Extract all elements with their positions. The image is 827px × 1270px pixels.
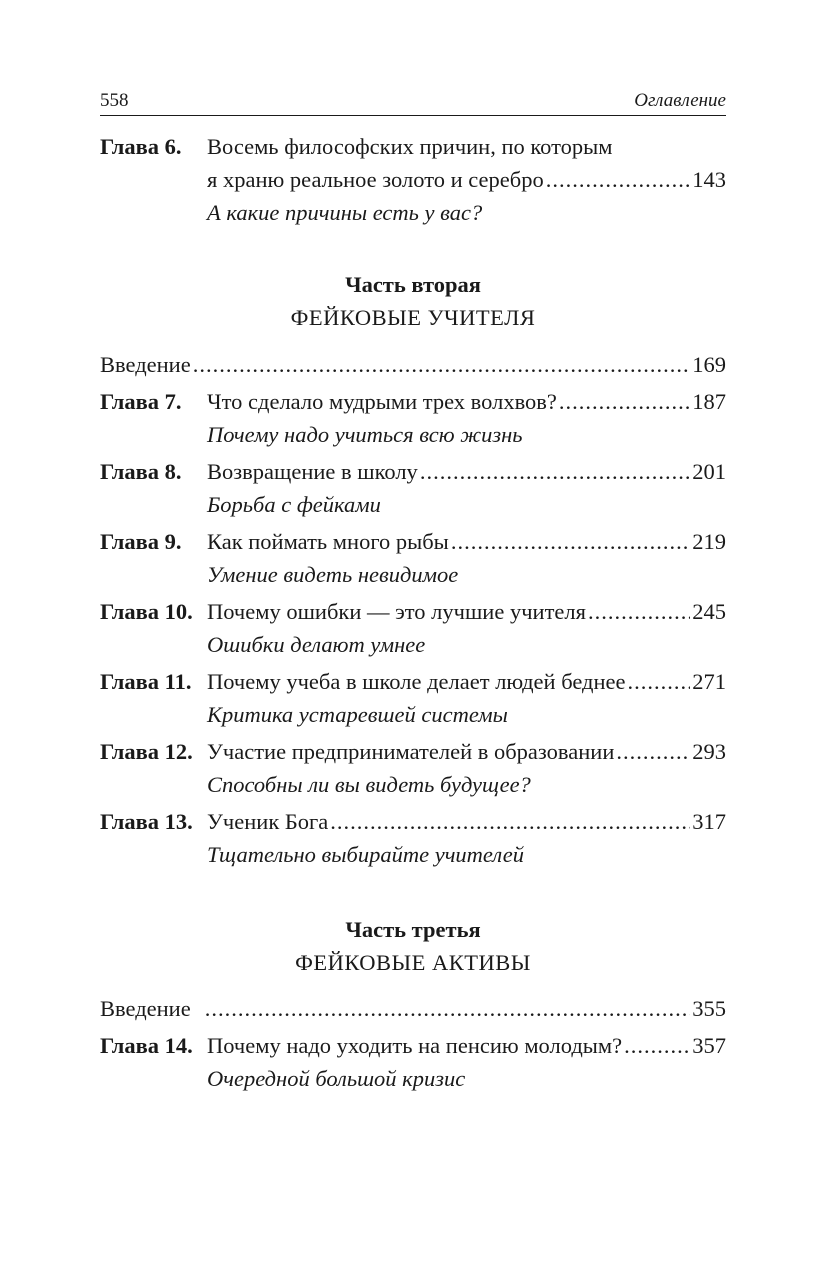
leader-dots <box>588 595 690 628</box>
leader-dots <box>330 805 690 838</box>
chapter-label: Глава 7. <box>100 389 182 414</box>
chapter-title: Почему ошибки — это лучшие учителя <box>207 599 586 624</box>
chapter-label: Глава 10. <box>100 599 193 624</box>
chapter-subtitle: Способны ли вы видеть будущее? <box>207 772 531 797</box>
chapter-page: 317 <box>692 809 726 834</box>
chapter-subtitle: Почему надо учиться всю жизнь <box>207 422 523 447</box>
leader-dots <box>616 735 690 768</box>
part-heading-3 <box>100 913 726 979</box>
chapter-subtitle: Критика устаревшей системы <box>207 702 508 727</box>
chapter-label: Глава 9. <box>100 529 182 554</box>
leader-dots <box>546 163 691 196</box>
toc-entry-chapter[interactable] <box>100 595 726 661</box>
leader-dots <box>205 992 691 1025</box>
toc-entry-chapter[interactable] <box>100 735 726 801</box>
chapter-page: 357 <box>692 1033 726 1058</box>
part-name: ФЕЙКОВЫЕ УЧИТЕЛЯ <box>290 305 536 330</box>
chapter-title-line-2: я храню реальное золото и серебро <box>207 167 544 192</box>
chapter-page: 293 <box>692 739 726 764</box>
section-title: Оглавление <box>634 90 726 111</box>
chapter-subtitle: А какие причины есть у вас? <box>207 200 483 225</box>
leader-dots <box>451 525 690 558</box>
chapter-title: Участие предпринимателей в образовании <box>207 739 615 764</box>
intro-page: 169 <box>692 352 726 377</box>
chapter-title-line-1: Восемь философских причин, по которым <box>207 134 613 159</box>
chapter-page: 219 <box>692 529 726 554</box>
chapter-title: Что сделало мудрыми трех волхвов? <box>207 389 557 414</box>
chapter-page: 187 <box>692 389 726 414</box>
toc-page <box>100 88 726 1095</box>
leader-dots <box>193 348 691 381</box>
toc-entry-chapter[interactable] <box>100 1029 726 1095</box>
chapter-label: Глава 11. <box>100 669 192 694</box>
toc-entry-chapter[interactable] <box>100 455 726 521</box>
chapter-subtitle: Борьба с фейками <box>207 492 381 517</box>
toc-entry-chapter[interactable] <box>100 805 726 871</box>
leader-dots <box>420 455 690 488</box>
chapter-title: Почему надо уходить на пенсию молодым? <box>207 1033 623 1058</box>
chapter-label: Глава 8. <box>100 459 182 484</box>
chapter-subtitle: Очередной большой кризис <box>207 1066 466 1091</box>
toc-entry-chapter[interactable] <box>100 385 726 451</box>
chapter-subtitle: Тщательно выбирайте учителей <box>207 842 524 867</box>
toc-entry-chapter[interactable] <box>100 665 726 731</box>
leader-dots <box>624 1029 690 1062</box>
toc-entry-part-2-intro[interactable] <box>100 348 726 381</box>
part-heading-2 <box>100 268 726 334</box>
chapter-label: Глава 13. <box>100 809 193 834</box>
chapter-title: Как поймать много рыбы <box>207 529 449 554</box>
chapter-page: 245 <box>692 599 726 624</box>
toc-entry-part-3-intro[interactable] <box>100 992 726 1025</box>
part-name: ФЕЙКОВЫЕ АКТИВЫ <box>295 950 531 975</box>
chapter-page: 201 <box>692 459 726 484</box>
leader-dots <box>628 665 691 698</box>
intro-label: Введение <box>100 996 191 1021</box>
toc-entry-chapter[interactable] <box>100 525 726 591</box>
chapter-subtitle: Умение видеть невидимое <box>207 562 459 587</box>
chapter-label: Глава 12. <box>100 739 193 764</box>
chapter-label: Глава 14. <box>100 1033 193 1058</box>
chapter-title: Ученик Бога <box>207 809 329 834</box>
intro-page: 355 <box>692 996 726 1021</box>
chapter-subtitle: Ошибки делают умнее <box>207 632 426 657</box>
chapter-page: 271 <box>692 669 726 694</box>
toc-entry-chapter-6[interactable] <box>100 130 726 229</box>
chapter-title: Почему учеба в школе делает людей беднее <box>207 669 626 694</box>
page-number: 558 <box>100 90 129 111</box>
running-head <box>100 88 726 116</box>
chapter-title: Возвращение в школу <box>207 459 418 484</box>
leader-dots <box>559 385 690 418</box>
chapter-label: Глава 6. <box>100 134 182 159</box>
part-label: Часть вторая <box>345 272 481 297</box>
intro-label: Введение <box>100 352 191 377</box>
chapter-page: 143 <box>692 167 726 192</box>
part-label: Часть третья <box>345 917 481 942</box>
